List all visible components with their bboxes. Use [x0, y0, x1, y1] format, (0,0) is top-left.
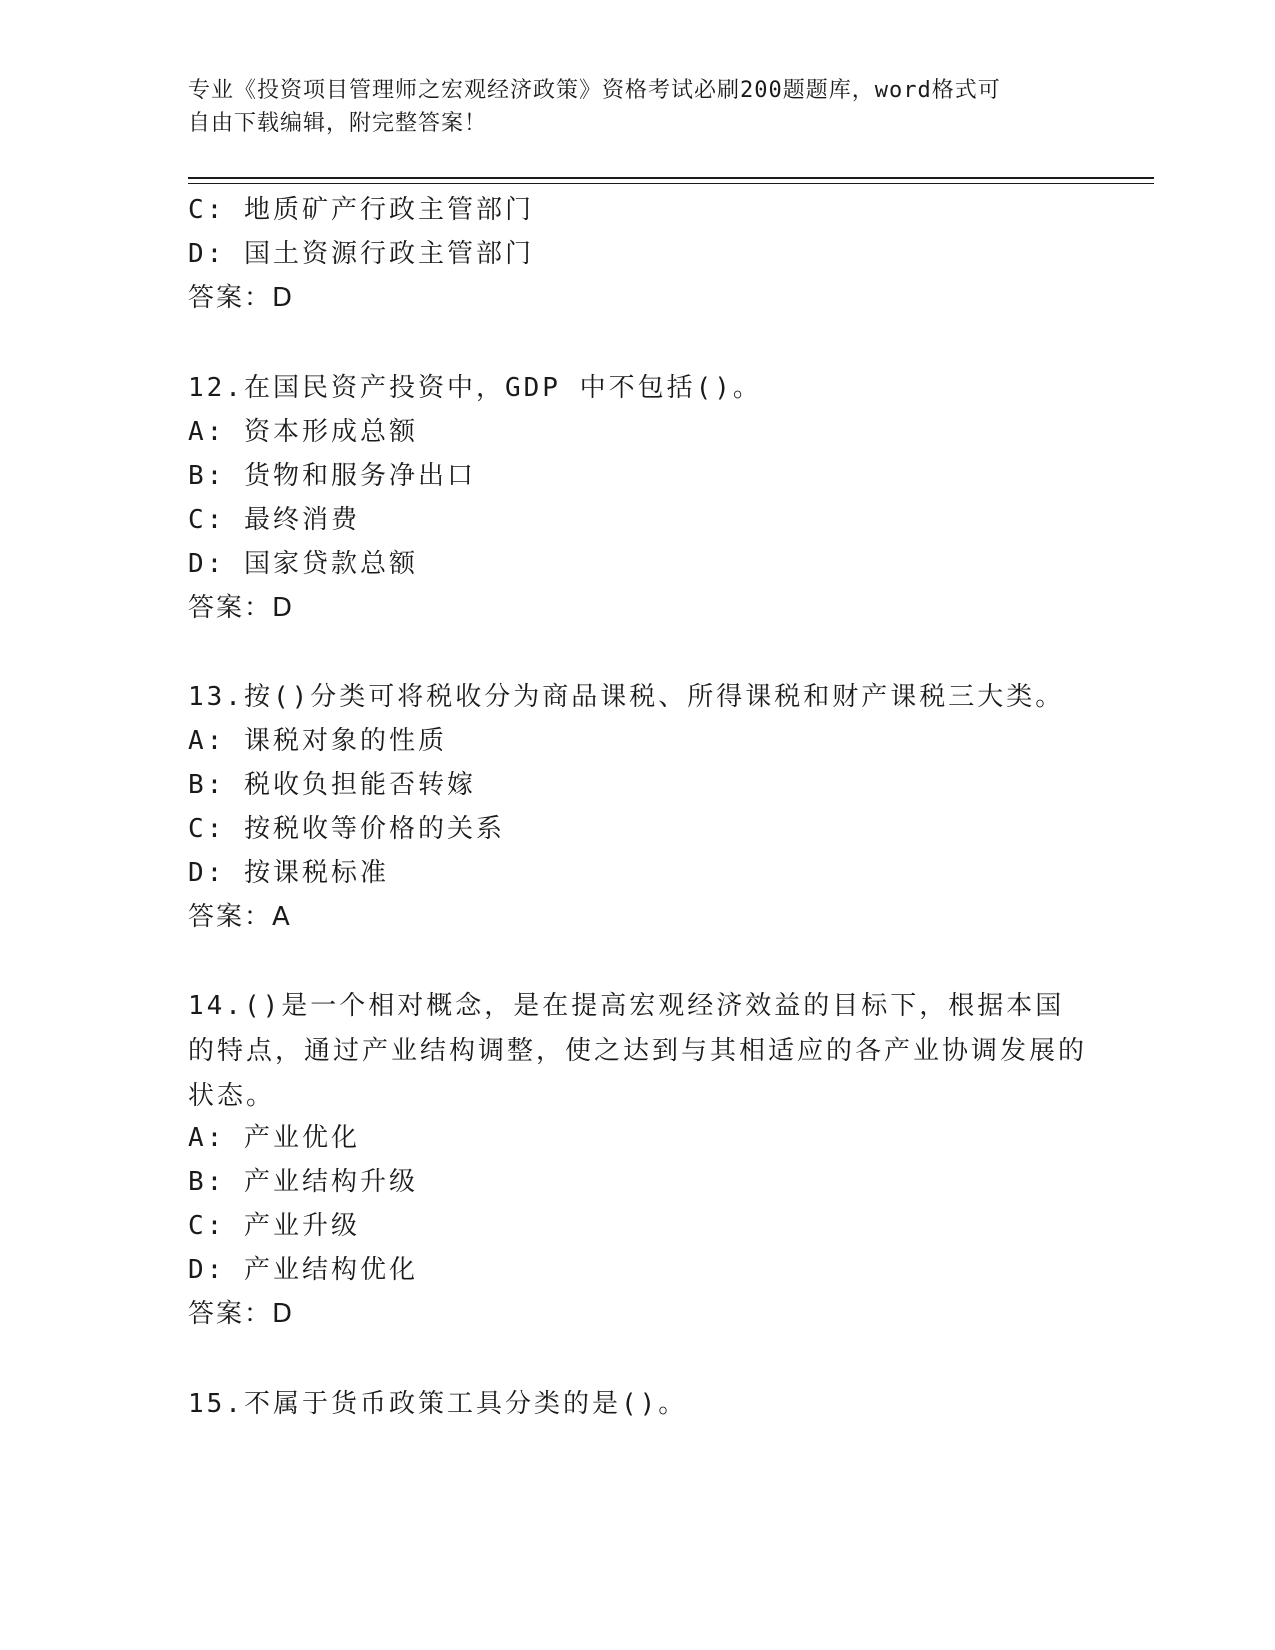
- document-header: [188, 74, 1068, 140]
- q12-answer: 答案：D: [188, 593, 295, 623]
- q14-question: 14.()是一个相对概念，是在提高宏观经济效益的目标下，根据本国的特点，通过产业结构调整，使之达到与其相适应的各产业协调发展的状态。: [188, 991, 1088, 1111]
- q14-option-a: A: 产业优化: [188, 1123, 360, 1153]
- q11-option-d: D: 国土资源行政主管部门: [188, 239, 534, 269]
- q11-answer: 答案：D: [188, 283, 295, 313]
- q12-option-c: C: 最终消费: [188, 505, 360, 535]
- q13-question: 13.按()分类可将税收分为商品课税、所得课税和财产课税三大类。: [188, 682, 1065, 712]
- q12-question: 12.在国民资产投资中，GDP 中不包括()。: [188, 373, 762, 403]
- q14-option-c: C: 产业升级: [188, 1211, 360, 1241]
- header-rule-thin: [188, 183, 1154, 184]
- q12-option-a: A: 资本形成总额: [188, 417, 418, 447]
- header-line-1: 专业《投资项目管理师之宏观经济政策》资格考试必刷200题题库，word格式可: [188, 78, 1001, 103]
- q14-option-b: B: 产业结构升级: [188, 1167, 418, 1197]
- q13-answer: 答案：A: [188, 902, 292, 932]
- q12-option-b: B: 货物和服务净出口: [188, 461, 476, 491]
- q13-option-a: A: 课税对象的性质: [188, 726, 447, 756]
- q12-option-d: D: 国家贷款总额: [188, 549, 418, 579]
- q14-option-d: D: 产业结构优化: [188, 1255, 418, 1285]
- q13-option-b: B: 税收负担能否转嫁: [188, 770, 476, 800]
- q11-option-c: C: 地质矿产行政主管部门: [188, 195, 534, 225]
- header-rule-thick: [188, 177, 1154, 179]
- q15-question: 15.不属于货币政策工具分类的是()。: [188, 1389, 688, 1419]
- header-line-2: 自由下载编辑，附完整答案！: [188, 111, 488, 136]
- q13-option-d: D: 按课税标准: [188, 858, 389, 888]
- q14-answer: 答案：D: [188, 1299, 295, 1329]
- q13-option-c: C: 按税收等价格的关系: [188, 814, 505, 844]
